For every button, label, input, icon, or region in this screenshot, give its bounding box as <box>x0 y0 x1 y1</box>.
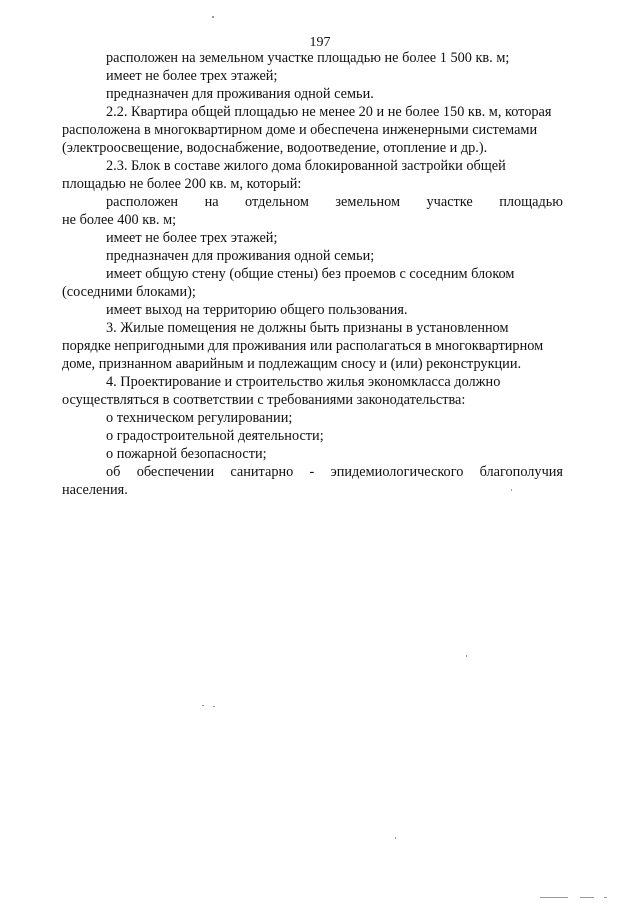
word: благополучия <box>479 464 563 480</box>
list-item: о техническом регулировании; <box>106 410 293 426</box>
scan-speck <box>466 655 467 657</box>
justified-line <box>62 463 563 481</box>
word: отдельном <box>245 194 309 210</box>
word: санитарно <box>230 464 294 480</box>
word: площадью <box>499 194 563 210</box>
body-text <box>62 49 563 499</box>
scan-speck <box>212 16 214 18</box>
paragraph-line: расположена в многоквартирном доме и обеспечена инженерными системами <box>62 122 538 138</box>
text-line: имеет не более трех этажей; <box>106 68 278 84</box>
word: - <box>309 464 315 480</box>
text-line: имеет не более трех этажей; <box>106 230 278 246</box>
list-item: о пожарной безопасности; <box>106 446 267 462</box>
text-line: населения. <box>62 482 128 498</box>
text-line: имеет общую стену (общие стены) без проемов с соседним блоком <box>106 266 515 282</box>
word: на <box>204 194 219 210</box>
paragraph-line: 2.2. Квартира общей площадью не менее 20 и не более 150 кв. м, которая <box>106 104 552 120</box>
paragraph-line: 2.3. Блок в составе жилого дома блокированной застройки общей <box>106 158 506 174</box>
paragraph-line: (электроосвещение, водоснабжение, водоотведение, отопление и др.). <box>62 140 488 156</box>
page-number: 197 <box>309 35 331 50</box>
scan-line-mark <box>540 897 568 898</box>
paragraph-line: 4. Проектирование и строительство жилья экономкласса должно <box>106 374 501 390</box>
text-line: расположен на земельном участке площадью не более 1 500 кв. м; <box>106 50 510 66</box>
word: расположен <box>106 194 179 210</box>
text-line: (соседними блоками); <box>62 284 196 300</box>
justified-line <box>62 193 563 211</box>
word: эпидемиологического <box>330 464 464 480</box>
scan-line-mark <box>580 897 594 898</box>
list-item: о градостроительной деятельности; <box>106 428 324 444</box>
scan-speck <box>604 897 607 898</box>
text-line: имеет выход на территорию общего пользования. <box>106 302 408 318</box>
paragraph-line: 3. Жилые помещения не должны быть признаны в установленном <box>106 320 509 336</box>
scan-speck <box>395 837 396 839</box>
paragraph-line: площадью не более 200 кв. м, который: <box>62 176 302 192</box>
text-line: предназначен для проживания одной семьи; <box>106 248 375 264</box>
word: участке <box>426 194 473 210</box>
paragraph-line: осуществляться в соответствии с требованиями законодательства: <box>62 392 466 408</box>
paragraph-line: доме, признанном аварийным и подлежащим сносу и (или) реконструкции. <box>62 356 522 372</box>
scan-speck <box>511 489 512 491</box>
word: об <box>106 464 121 480</box>
word: обеспечении <box>136 464 215 480</box>
scan-speck <box>213 706 215 707</box>
text-line: предназначен для проживания одной семьи. <box>106 86 374 102</box>
text-line: не более 400 кв. м; <box>62 212 177 228</box>
paragraph-line: порядке непригодными для проживания или располагаться в многоквартирном <box>62 338 544 354</box>
scan-speck <box>202 705 204 706</box>
word: земельном <box>335 194 401 210</box>
